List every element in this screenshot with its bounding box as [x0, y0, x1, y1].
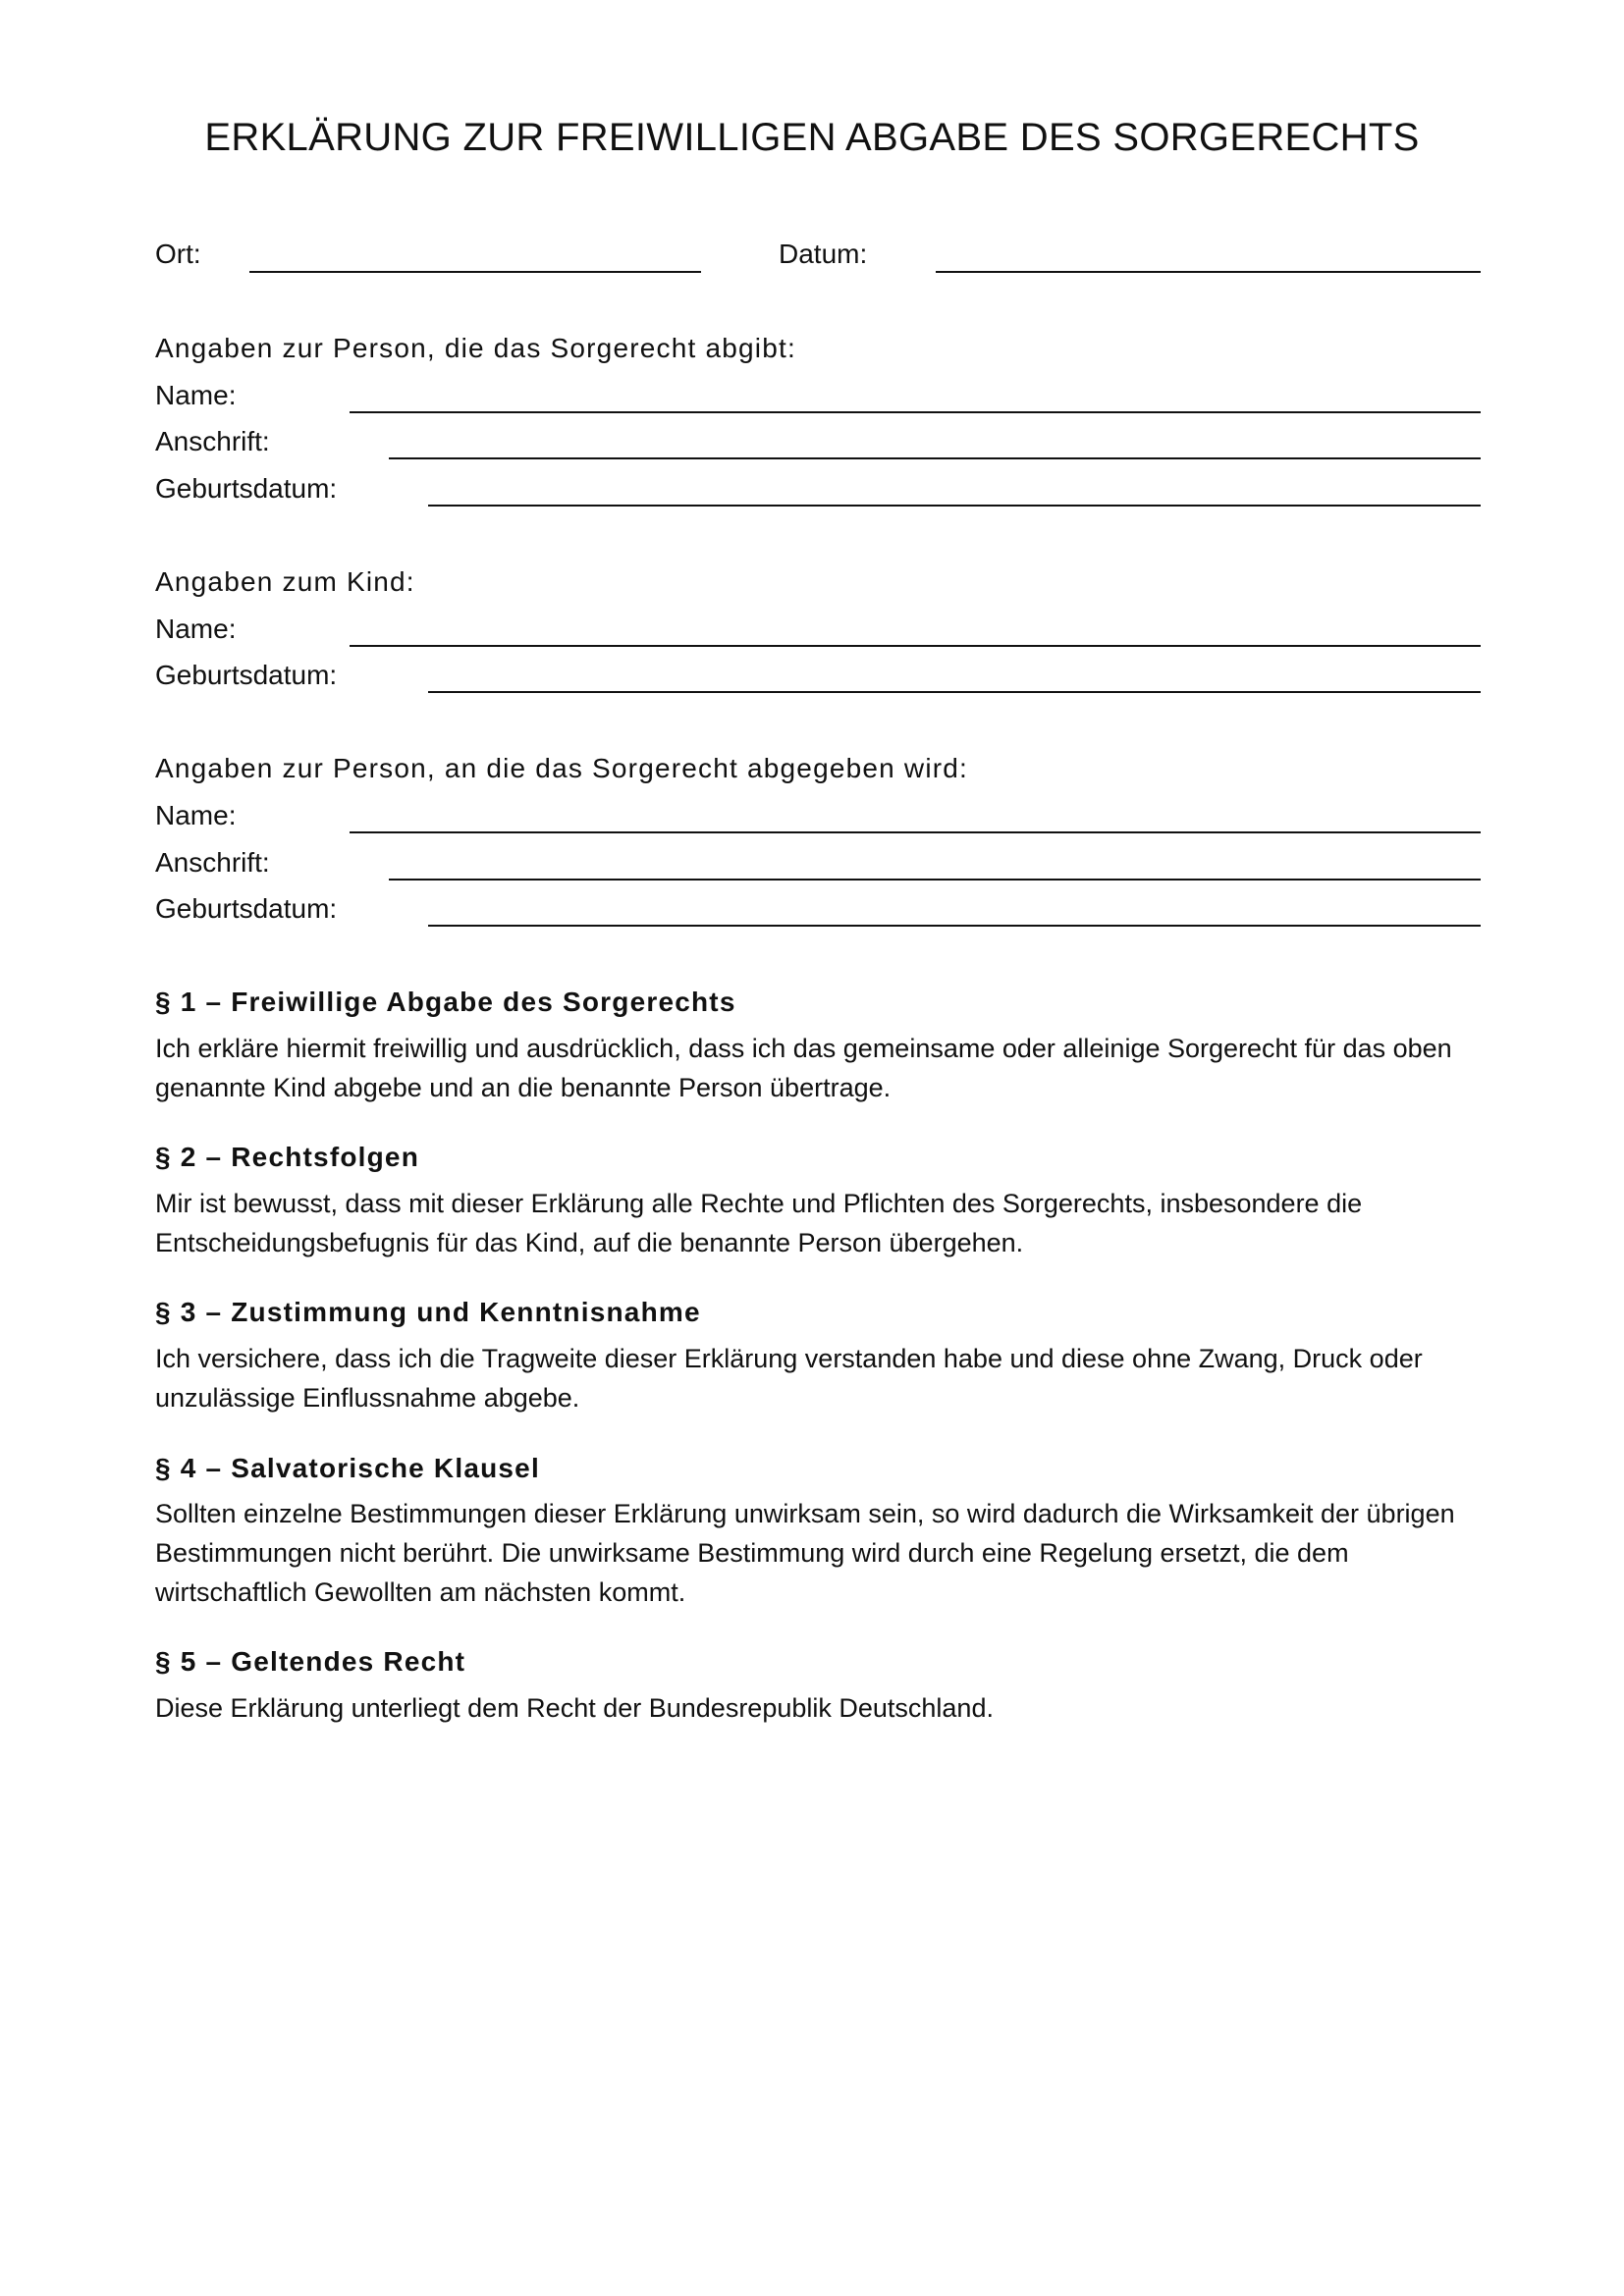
datum-label: Datum: — [779, 239, 868, 269]
document-title: ERKLÄRUNG ZUR FREIWILLIGEN ABGABE DES SORGERECHTS — [204, 116, 1420, 159]
child-section-heading: Angaben zum Kind: — [155, 566, 415, 597]
receiver-address-line[interactable] — [389, 879, 1481, 881]
giver-birthdate-line[interactable] — [428, 505, 1481, 507]
giver-name-label: Name: — [155, 380, 237, 410]
receiver-name-label: Name: — [155, 800, 237, 830]
paragraph-4-heading: § 4 – Salvatorische Klausel — [155, 1453, 540, 1483]
receiver-name-line[interactable] — [350, 831, 1481, 833]
giver-name-line[interactable] — [350, 411, 1481, 413]
child-name-line[interactable] — [350, 645, 1481, 647]
receiver-birthdate-label: Geburtsdatum: — [155, 893, 338, 924]
ort-field-line[interactable] — [249, 271, 701, 273]
receiver-birthdate-line[interactable] — [428, 925, 1481, 927]
giver-address-label: Anschrift: — [155, 426, 270, 456]
child-birthdate-label: Geburtsdatum: — [155, 660, 338, 690]
paragraph-3-text: Ich versichere, dass ich die Tragweite dieser Erklärung verstanden habe und diese ohne Zwang, Druck oder unzulässige Einflussnahme abgebe. — [155, 1344, 1423, 1413]
paragraph-3-heading: § 3 – Zustimmung und Kenntnisnahme — [155, 1297, 701, 1327]
ort-label: Ort: — [155, 239, 201, 269]
paragraph-2-heading: § 2 – Rechtsfolgen — [155, 1142, 420, 1172]
child-name-label: Name: — [155, 614, 237, 644]
giver-address-line[interactable] — [389, 457, 1481, 459]
giver-section-heading: Angaben zur Person, die das Sorgerecht abgibt: — [155, 333, 796, 363]
paragraph-1-text: Ich erkläre hiermit freiwillig und ausdrücklich, dass ich das gemeinsame oder alleinige Sorgerecht für das oben genannte Kind abgebe und an die benannte Person übertrage. — [155, 1034, 1452, 1102]
receiver-section-heading: Angaben zur Person, an die das Sorgerecht abgegeben wird: — [155, 753, 969, 783]
paragraph-2-text: Mir ist bewusst, dass mit dieser Erklärung alle Rechte und Pflichten des Sorgerechts, insbesondere die Entscheidungsbefugnis für das Kind, auf die benannte Person übergehen. — [155, 1189, 1363, 1257]
child-birthdate-line[interactable] — [428, 691, 1481, 693]
datum-field-line[interactable] — [936, 271, 1481, 273]
paragraph-5-text: Diese Erklärung unterliegt dem Recht der Bundesrepublik Deutschland. — [155, 1693, 994, 1723]
receiver-address-label: Anschrift: — [155, 847, 270, 878]
giver-birthdate-label: Geburtsdatum: — [155, 473, 338, 504]
paragraph-4-text: Sollten einzelne Bestimmungen dieser Erklärung unwirksam sein, so wird dadurch die Wirksamkeit der übrigen Bestimmungen nicht berührt. Die unwirksame Bestimmung wird durch eine Regelung ersetzt, die dem wirtschaftlich Gewollten am nächsten kommt. — [155, 1499, 1455, 1607]
paragraph-5-heading: § 5 – Geltendes Recht — [155, 1646, 466, 1677]
paragraph-1-heading: § 1 – Freiwillige Abgabe des Sorgerechts — [155, 987, 736, 1017]
